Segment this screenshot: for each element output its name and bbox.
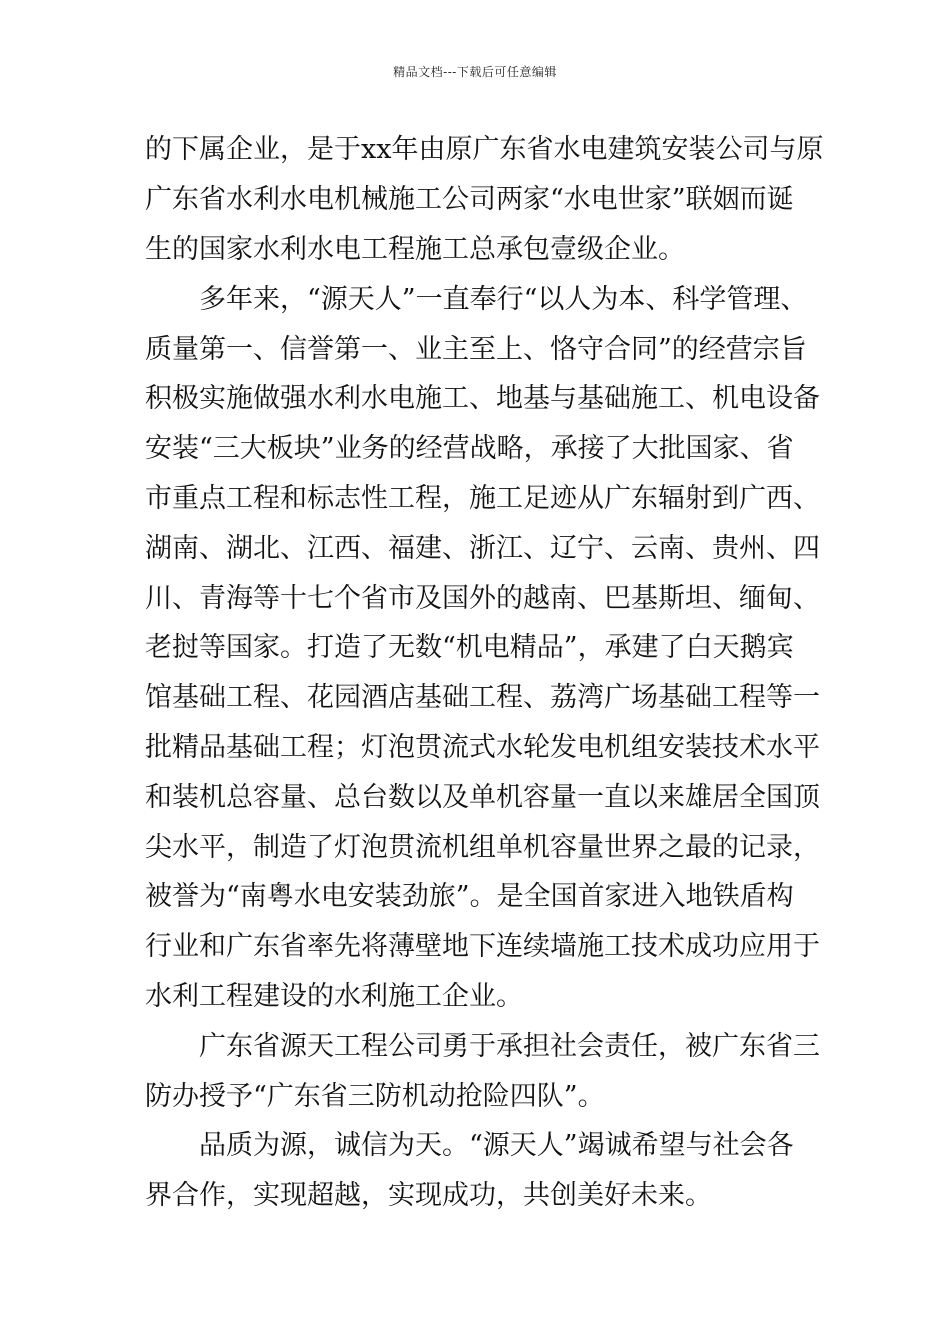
- body-line: 尖水平，制造了灯泡贯流机组单机容量世界之最的记录，: [145, 832, 820, 863]
- body-line: 的下属企业，是于xx年由原广东省水电建筑安装公司与原: [145, 134, 824, 165]
- page-header: 精品文档---下载后可任意编辑: [393, 65, 557, 79]
- body-line: 湖南、湖北、江西、福建、浙江、辽宁、云南、贵州、四: [145, 533, 820, 564]
- body-line: 行业和广东省率先将薄壁地下连续墙施工技术成功应用于: [145, 931, 820, 962]
- body-line: 多年来，“源天人”一直奉行“以人为本、科学管理、: [145, 284, 808, 315]
- body-line: 质量第一、信誉第一、业主至上、恪守合同”的经营宗旨: [145, 334, 807, 365]
- body-line: 市重点工程和标志性工程，施工足迹从广东辐射到广西、: [145, 483, 820, 514]
- body-line: 积极实施做强水利水电施工、地基与基础施工、机电设备: [145, 383, 820, 414]
- body-line: 被誉为“南粤水电安装劲旅”。是全国首家进入地铁盾构: [145, 881, 794, 912]
- body-line: 川、青海等十七个省市及国外的越南、巴基斯坦、缅甸、: [145, 583, 820, 614]
- body-line: 广东省源天工程公司勇于承担社会责任，被广东省三: [145, 1031, 820, 1062]
- body-line: 界合作，实现超越，实现成功，共创美好未来。: [145, 1180, 712, 1211]
- body-line: 防办授予“广东省三防机动抢险四队”。: [145, 1081, 605, 1112]
- body-line: 生的国家水利水电工程施工总承包壹级企业。: [145, 234, 685, 265]
- body-line: 和装机总容量、总台数以及单机容量一直以来雄居全国顶: [145, 782, 820, 813]
- body-line: 品质为源，诚信为天。“源天人”竭诚希望与社会各: [145, 1130, 794, 1161]
- body-line: 老挝等国家。打造了无数“机电精品”，承建了白天鹅宾: [145, 632, 794, 663]
- body-line: 安装“三大板块”业务的经营战略，承接了大批国家、省: [145, 433, 794, 464]
- body-line: 馆基础工程、花园酒店基础工程、荔湾广场基础工程等一: [145, 682, 820, 713]
- body-line: 水利工程建设的水利施工企业。: [145, 981, 523, 1012]
- body-line: 批精品基础工程；灯泡贯流式水轮发电机组安装技术水平: [145, 732, 820, 763]
- body-line: 广东省水利水电机械施工公司两家“水电世家”联姻而诞: [145, 184, 794, 215]
